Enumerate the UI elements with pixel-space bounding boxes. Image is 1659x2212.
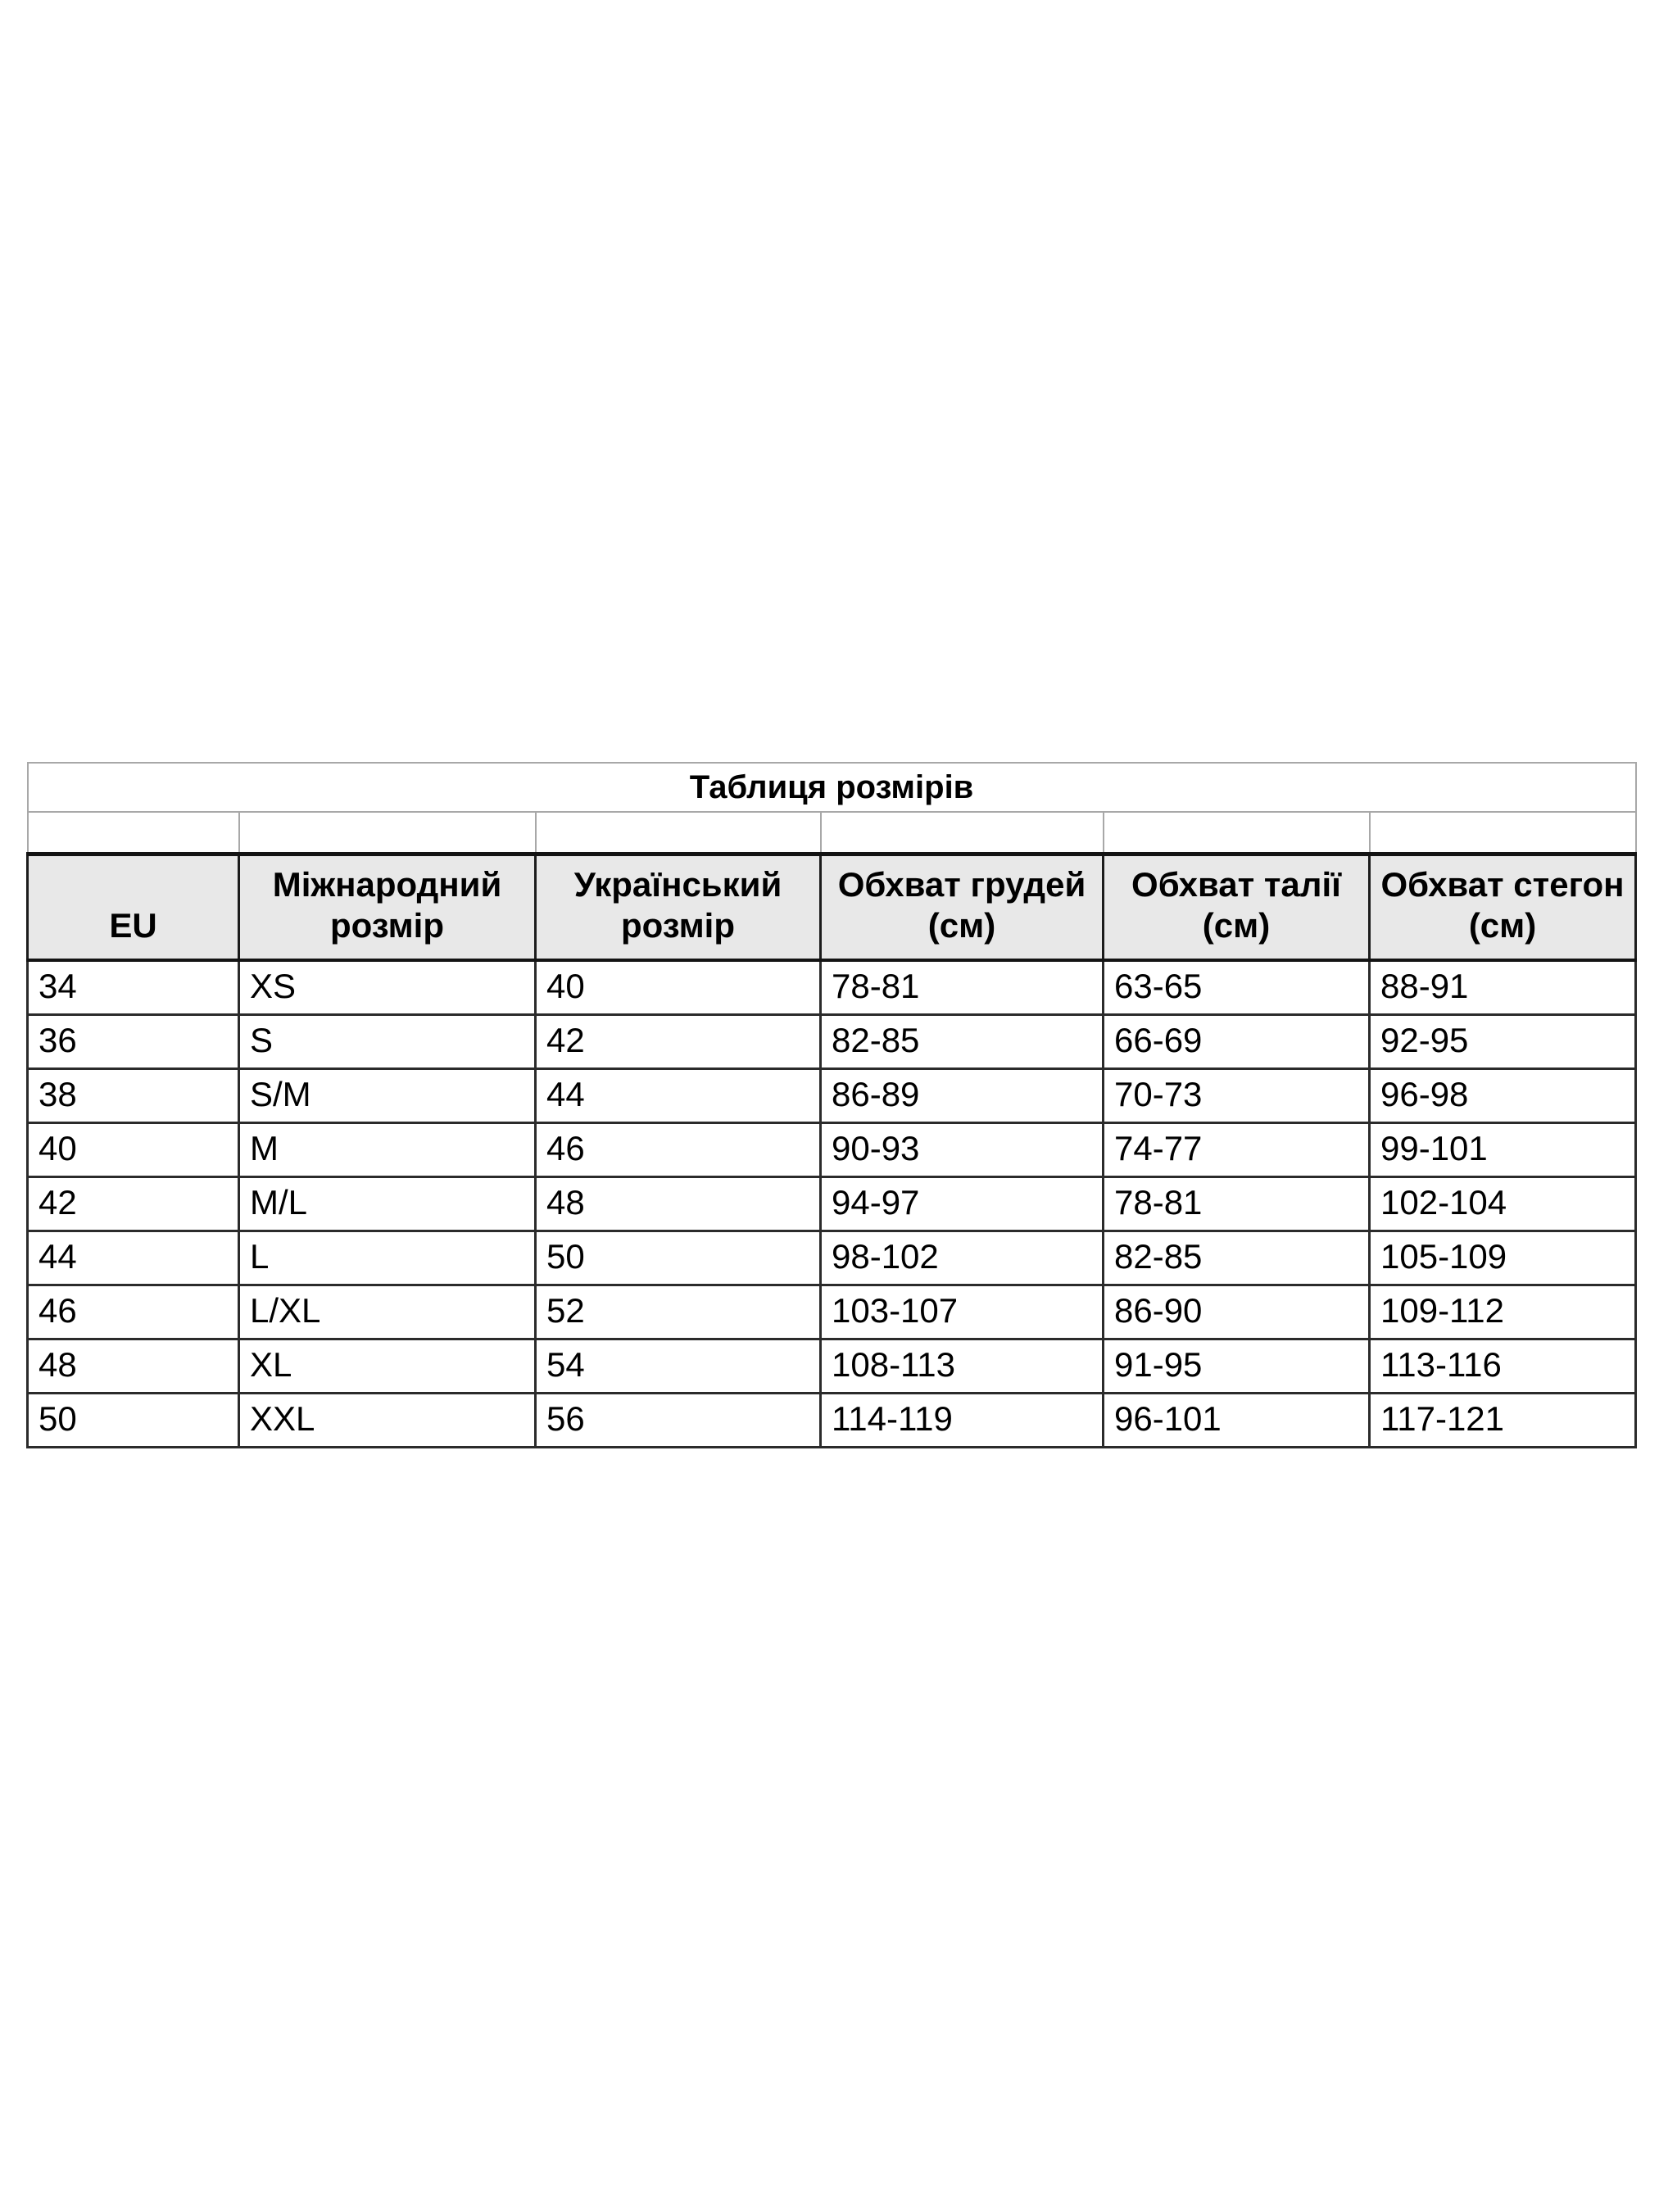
table-cell: 99-101	[1370, 1122, 1636, 1176]
table-row	[28, 1339, 1636, 1393]
table-cell: 42	[28, 1176, 239, 1231]
table-cell: S/M	[239, 1068, 536, 1122]
spacer-cell	[1104, 812, 1370, 854]
table-cell: 46	[536, 1122, 821, 1176]
table-cell: 114-119	[821, 1393, 1104, 1447]
table-row	[28, 1068, 1636, 1122]
table-cell: 90-93	[821, 1122, 1104, 1176]
header-row	[28, 854, 1636, 960]
table-cell: 44	[536, 1068, 821, 1122]
table-cell: L	[239, 1231, 536, 1285]
table-cell: 92-95	[1370, 1014, 1636, 1068]
table-cell: 78-81	[821, 960, 1104, 1015]
table-cell: 50	[28, 1393, 239, 1447]
table-cell: 98-102	[821, 1231, 1104, 1285]
table-cell: 86-89	[821, 1068, 1104, 1122]
table-cell: L/XL	[239, 1285, 536, 1339]
table-row	[28, 1393, 1636, 1447]
table-cell: 48	[536, 1176, 821, 1231]
table-cell: 63-65	[1104, 960, 1370, 1015]
column-header-international-size: Міжнародний розмір	[239, 854, 536, 960]
table-cell: M	[239, 1122, 536, 1176]
table-cell: 36	[28, 1014, 239, 1068]
table-row	[28, 1285, 1636, 1339]
table-cell: 34	[28, 960, 239, 1015]
table-row	[28, 1231, 1636, 1285]
table-cell: 56	[536, 1393, 821, 1447]
title-row	[28, 763, 1636, 812]
column-header-hips-cm: Обхват стегон (см)	[1370, 854, 1636, 960]
table-cell: 105-109	[1370, 1231, 1636, 1285]
table-cell: 40	[28, 1122, 239, 1176]
column-header-ukrainian-size: Український розмір	[536, 854, 821, 960]
table-cell: 82-85	[821, 1014, 1104, 1068]
table-cell: 102-104	[1370, 1176, 1636, 1231]
table-cell: 44	[28, 1231, 239, 1285]
table-cell: 108-113	[821, 1339, 1104, 1393]
table-cell: 38	[28, 1068, 239, 1122]
spacer-cell	[536, 812, 821, 854]
table-cell: 40	[536, 960, 821, 1015]
table-cell: 82-85	[1104, 1231, 1370, 1285]
table-cell: 103-107	[821, 1285, 1104, 1339]
table-cell: S	[239, 1014, 536, 1068]
column-header-chest-cm: Обхват грудей (см)	[821, 854, 1104, 960]
table-cell: 113-116	[1370, 1339, 1636, 1393]
table-row	[28, 960, 1636, 1015]
table-cell: 54	[536, 1339, 821, 1393]
table-row	[28, 1014, 1636, 1068]
table-cell: 52	[536, 1285, 821, 1339]
table-cell: 88-91	[1370, 960, 1636, 1015]
spacer-cell	[1370, 812, 1636, 854]
table-cell: 96-101	[1104, 1393, 1370, 1447]
table-body	[28, 960, 1636, 1448]
table-row	[28, 1176, 1636, 1231]
table-cell: XL	[239, 1339, 536, 1393]
table-cell: 91-95	[1104, 1339, 1370, 1393]
table-cell: 86-90	[1104, 1285, 1370, 1339]
table-row	[28, 1122, 1636, 1176]
column-header-waist-cm: Обхват талії (см)	[1104, 854, 1370, 960]
table-cell: XXL	[239, 1393, 536, 1447]
table-cell: 46	[28, 1285, 239, 1339]
table-title: Таблиця розмірів	[28, 763, 1636, 812]
table-cell: 48	[28, 1339, 239, 1393]
table-cell: XS	[239, 960, 536, 1015]
spacer-cell	[239, 812, 536, 854]
table-cell: 74-77	[1104, 1122, 1370, 1176]
spacer-cell	[821, 812, 1104, 854]
table-cell: 117-121	[1370, 1393, 1636, 1447]
table-cell: 109-112	[1370, 1285, 1636, 1339]
column-header-eu: EU	[28, 854, 239, 960]
table-cell: M/L	[239, 1176, 536, 1231]
spacer-cell	[28, 812, 239, 854]
table-cell: 70-73	[1104, 1068, 1370, 1122]
size-chart-table	[26, 762, 1637, 1448]
table-cell: 42	[536, 1014, 821, 1068]
table-cell: 50	[536, 1231, 821, 1285]
table-cell: 96-98	[1370, 1068, 1636, 1122]
spacer-row	[28, 812, 1636, 854]
table-cell: 94-97	[821, 1176, 1104, 1231]
table-cell: 78-81	[1104, 1176, 1370, 1231]
table-cell: 66-69	[1104, 1014, 1370, 1068]
